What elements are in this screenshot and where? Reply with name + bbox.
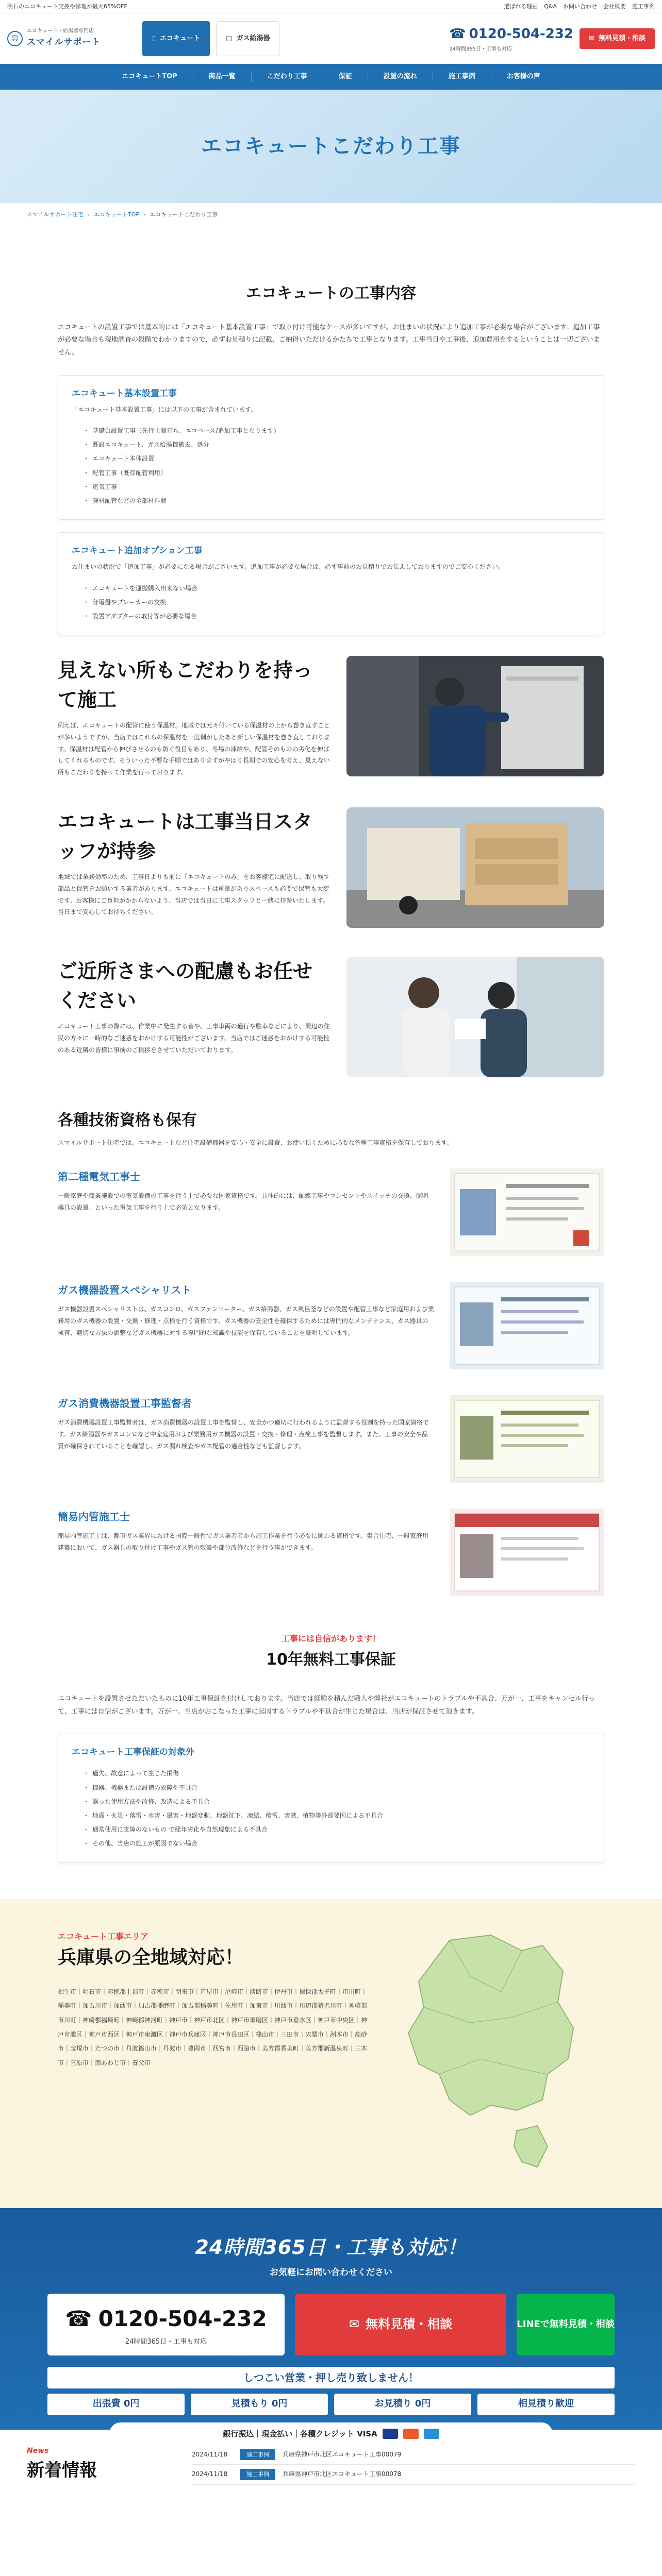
list-item: ・ 設置アダプターの取付等が必要な場合	[85, 609, 590, 623]
area-title: 兵庫県の全地域対応！	[58, 1947, 244, 1969]
free-service-badge: お見積り 0円	[334, 2394, 471, 2415]
top-link-reason[interactable]: 選ばれる理由	[504, 3, 538, 10]
global-nav	[0, 64, 662, 90]
no-pushy-sales-banner: しつこい営業・押し売り致しません！	[47, 2367, 615, 2388]
credit-card-icon	[424, 2429, 439, 2439]
smile-logo-icon: ☺	[7, 31, 23, 46]
contact-section	[0, 2208, 662, 2438]
news-category: 施工事例	[240, 2449, 275, 2461]
free-service-badge: 相見積り歓迎	[477, 2394, 615, 2415]
nav-flow[interactable]: 設置の流れ	[368, 72, 433, 82]
news-category: 施工事例	[240, 2469, 275, 2480]
contact-tel-number: 0120-504-232	[98, 2306, 267, 2331]
list-item: ・ 誤った使用方法や改修、改造による不具合	[85, 1795, 590, 1809]
list-item: ・ 配管工事（既存配管利用）	[85, 466, 590, 480]
feature-body: 地域では業務効率のため、工事日よりも前に「エコキュートのみ」をお客様宅に配送し、取り残す部品と保管をお願いする業者があります。エコキュートは重量がありスペースも必要で保管も大変です。お客様にご負担がかからないよう、当店では当日に工事スタッフと一緒に持参いたします。当日まで安心してお待ちください。	[58, 873, 330, 916]
breadcrumb-current: エコキュートこだわり工事	[150, 211, 218, 218]
nav-cases[interactable]: 施工事例	[433, 72, 491, 82]
phone-icon: ☎	[65, 2306, 92, 2331]
license-card-image	[450, 1282, 604, 1369]
list-item: ・ 機器、機器または設備の故障や不具合	[85, 1781, 590, 1795]
credit-card-icon	[383, 2429, 398, 2439]
list-item: ・ 廃材配管などの全部材料費	[85, 494, 590, 508]
free-service-badge: 出張費 0円	[47, 2394, 185, 2415]
contact-subline: お気軽にお問い合わせください	[270, 2267, 392, 2278]
list-item: ・ 過失、故意によって生じた損傷	[85, 1767, 590, 1781]
header-tel[interactable]	[449, 24, 573, 54]
license-card-image	[450, 1509, 604, 1596]
qual-gas-specialist	[58, 1282, 604, 1369]
header-tel-number: 0120-504-232	[469, 26, 574, 42]
feature-neighbors	[58, 957, 604, 1077]
news-date: 2024/11/18	[192, 2450, 228, 2458]
water-heater-icon: ▯	[152, 34, 156, 42]
feature-delivery	[58, 807, 604, 928]
top-bar	[0, 0, 662, 13]
free-service-badge: 見積もり 0円	[191, 2394, 328, 2415]
license-card-image	[450, 1168, 604, 1256]
warranty-kicker: 工事には自信があります！	[281, 1634, 380, 1644]
news-section	[27, 2445, 635, 2485]
list-item: ・ 電気工事	[85, 480, 590, 494]
qualifications-title: 各種技術資格も保有	[58, 1111, 197, 1130]
breadcrumb-separator: ›	[143, 211, 146, 218]
qual-body: ガス機器設置スペシャリストは、ガスコンロ、ガスファンヒーター、ガス給湯器、ガス風呂釜などの設置や配管工事など家庭用および業務用のガス機器の設置・交換・修理・点検を行う資格です。ガス機器の安全性を確保するためには専門的なメンテナンス、ガス器具の検査、適切な方法の調整などガス機器に対する専門的な知識や技能を保有していることを証明しています。	[58, 1306, 434, 1336]
credit-card-icon	[403, 2429, 419, 2439]
header-estimate-button[interactable]	[580, 28, 655, 49]
area-cities: 相生市｜明石市｜赤穂郡上郡町｜赤穂市｜朝来市｜芦屋市｜尼崎市｜淡路市｜伊丹市｜揖保郡太子町｜市川町｜稲美町｜加古川市｜加西市｜加古郡播磨町｜加古郡稲美町｜佐用町｜加東市｜川西市｜川辺郡猪名川町｜神崎郡市川町｜神崎郡福崎町｜神崎郡神河町｜神戸市｜神戸市北区｜神戸市須磨区｜神戸市垂水区｜神戸市中央区｜神戸市灘区｜神戸市西区｜神戸市東灘区｜神戸市兵庫区｜神戸市長田区｜篠山市｜三田市｜宍粟市｜洲本市｜高砂市｜宝塚市｜たつの市｜丹波篠山市｜丹波市｜豊岡市｜西宮市｜西脇市｜美方郡香美町｜美方郡新温泉町｜三木市｜三原市｜南あわじ市｜養父市	[58, 1988, 368, 2066]
news-item[interactable]	[192, 2465, 635, 2485]
qual-title: ガス機器設置スペシャリスト	[58, 1284, 192, 1297]
top-link-contact[interactable]: お問い合わせ	[563, 3, 597, 10]
list-item: ・ 通常使用に支障のないもの で経年劣化や自然現象による不具合	[85, 1823, 590, 1837]
feature-title: ご近所さまへの配慮もお任せください	[58, 960, 313, 1012]
list-item: ・ 既設エコキュート、ガス給湯機撤去、処分	[85, 438, 590, 452]
section-title-construction: エコキュートの工事内容	[246, 284, 416, 302]
feature-body: エコキュート工事の際には、作業中に発生する音や、工事車両の通行や駐車などにより、周辺の住民の方々に一時的なご迷惑をおかけする可能性がございます。当店ではご迷惑をおかけする可能性のある近隣の皆様に事前のご挨拶をさせていただいております。	[58, 1023, 330, 1054]
service-area-section	[0, 1899, 662, 2208]
qual-body: 簡易内管施工士は、都市ガス業界における国際一般性でガス業者者から施工作業を行う必要に関わる資格です。集合住宅、一般家庭用建築において、ガス器具の取り付け工事やガス管の敷設や部分改修などを行う事ができます。	[58, 1532, 429, 1552]
option-work-title: エコキュート追加オプション工事	[72, 546, 203, 556]
top-links	[504, 2, 655, 11]
phone-icon: ☎	[449, 26, 466, 42]
top-link-qa[interactable]: Q&A	[544, 3, 557, 10]
list-item: ・ 基礎台設置工事（先行土間打ち、エコベース/追加工事となります）	[85, 424, 590, 438]
news-label-en: News	[27, 2446, 49, 2455]
contact-line-label: LINEで無料見積・相談	[517, 2318, 615, 2330]
photo-delivery-truck	[346, 807, 604, 928]
basic-work-desc: 「エコキュート基本設置工事」には以下の工事が含まれています。	[72, 405, 257, 413]
photo-staff-greeting	[346, 957, 604, 1077]
hyogo-map-image	[388, 1930, 604, 2172]
payment-methods-text: 銀行振込｜現金払い｜各種クレジット VISA	[223, 2429, 377, 2438]
feature-insulation	[58, 656, 604, 778]
top-link-company[interactable]: 会社概要	[603, 3, 626, 10]
news-date: 2024/11/18	[192, 2470, 228, 2478]
nav-construction[interactable]: こだわり工事	[252, 72, 323, 82]
list-item: ・ エコキュート本体設置	[85, 452, 590, 466]
page-title: エコキュートこだわり工事	[201, 134, 461, 158]
list-item: ・ エコキュートを運搬購入出来ない場合	[85, 582, 590, 596]
contact-headline: 24時間365日・工事も対応！	[195, 2235, 467, 2259]
list-item: ・ 分電盤やブレーカーの交換	[85, 596, 590, 609]
list-item: ・ その他、当店の施工が原因でない場合	[85, 1837, 590, 1851]
header-estimate-label: 無料見積・相談	[598, 34, 646, 42]
top-link-cases[interactable]: 施工事例	[632, 3, 655, 10]
basic-work-title: エコキュート基本設置工事	[72, 388, 177, 399]
tab-gas-heater[interactable]	[216, 21, 279, 56]
warranty-exclusion-card	[58, 1734, 604, 1862]
tab-ecocute-label: エコキュート	[160, 34, 201, 42]
warranty-title: 10年無料工事保証	[266, 1650, 396, 1669]
breadcrumb-home[interactable]: スマイルサポート住宅	[27, 211, 84, 218]
mail-icon: ✉	[589, 34, 594, 42]
contact-tel-sub: 24時間365日・工事も対応	[125, 2337, 207, 2346]
tab-gas-heater-label: ガス給湯器	[236, 34, 270, 42]
feature-title: エコキュートは工事当日スタッフが持参	[58, 810, 313, 863]
qual-electrician	[58, 1168, 604, 1256]
news-item-title: 兵庫県神戸市北区エコキュート工事00078	[283, 2470, 402, 2478]
area-tag: エコキュート工事エリア	[58, 1931, 149, 1941]
contact-line-button[interactable]	[517, 2294, 615, 2355]
warranty-lead: エコキュートを設置させただいたものに10年工事保証を付けしております。当店では経験を積んだ職人や弊社がエコキュートのトラブルや不具合、万が一、工事をキャンセル行って、工事には自信がございます。万が一、当店がおこなった工事に起因するトラブルや不具合が生じた場合は、当店が保証させて頂きます。	[58, 1694, 595, 1716]
feature-body: 例えば、エコキュートの配管に使う保温材。地域では元々付いている保温材の上から巻き直すことが多いようですが、当店ではこれらの保温材を一度剥がしたあと新しい保温材を巻き直しております。保温材は配管から伸びさせるのも防ぐ役目もあり、冬場の凍結や、配管そのものの劣化を伸ばしてくれるものです。そういった不要な手順ではありますがやはり長期での安心を考え、見えない所もこだわりを持って作業を行っております。	[58, 722, 330, 776]
gas-icon: ▢	[226, 34, 233, 42]
qualifications-lead: スマイルサポート住宅では、エコキュートなど住宅設備機器を安心・安全に設置、お使い頂くために必要な各種工事資格を保有しております。	[58, 1139, 453, 1147]
hero-banner	[0, 90, 662, 203]
qual-title: ガス消費機器設置工事監督者	[58, 1397, 192, 1410]
qual-body: ガス消費機器設置工事監督者は、ガス消費機器の設置工事を監督し、安全かつ適切に行われるように監督する役割を持った国家資格です。ガス給湯器やガスコンロなど中家庭用および業務用ガス機器の設置・交換・修理・点検工事を監督します。また、工事の安全や品質が確保されていることを確認し、ガス漏れ検査やガス配管の適合性なども監督します。	[58, 1419, 429, 1450]
contact-estimate-button[interactable]	[295, 2294, 506, 2355]
tab-ecocute[interactable]	[142, 21, 210, 56]
qual-gas-supervisor	[58, 1395, 604, 1483]
tagline: 明石のエコキュート交換や修理が最大65%OFF	[7, 3, 127, 10]
news-title: 新着情報	[27, 2460, 97, 2481]
header-tel-sub: 24時間365日・工事も対応	[449, 46, 512, 52]
logo-title: スマイルサポート	[27, 37, 101, 48]
nav-warranty[interactable]: 保証	[323, 72, 368, 82]
news-item[interactable]	[192, 2445, 635, 2465]
nav-ecocute-top[interactable]: エコキュートTOP	[106, 72, 193, 82]
breadcrumb-ecocute[interactable]: エコキュートTOP	[93, 211, 139, 218]
payment-methods	[109, 2422, 553, 2445]
qual-title: 簡易内管施工士	[58, 1511, 130, 1523]
breadcrumb-separator: ›	[87, 211, 90, 218]
contact-tel-button[interactable]	[47, 2294, 285, 2355]
qual-body: 一般家庭や商業施設での電気設備の工事を行う上で必要な国家資格です。具体的には、配線工事やコンセントやスイッチの交換、照明器具の設置、といった電気工事を行う上で必須となります。	[58, 1192, 428, 1212]
site-header	[0, 13, 662, 64]
option-work-desc: お住まいの状況で「追加工事」が必要になる場合がございます。追加工事が必要な場合は、必ず事前のお見積りでお伝えしておりますのでご安心ください。	[72, 563, 505, 571]
qual-title: 第二種電気工事士	[58, 1171, 140, 1183]
free-services-row	[47, 2394, 615, 2415]
construction-lead: エコキュートの設置工事では基本的には「エコキュート基本設置工事」で取り付け可能なケースが多いですが、お住まいの状況により追加工事が必要な場合がございます。追加工事が必要な場合も現地調査の段階でわかりますので、必ずお見積りに記載、ご納得いただけるかたちで工事となります。工事当日や工事後、追加費用をするということは一切ございません。	[58, 323, 600, 357]
nav-products[interactable]: 商品一覧	[193, 72, 252, 82]
qual-simple-pipe	[58, 1509, 604, 1596]
photo-worker-installing	[346, 656, 604, 776]
breadcrumb	[27, 210, 635, 219]
nav-voices[interactable]: お客様の声	[506, 72, 540, 80]
basic-work-card	[58, 375, 604, 520]
list-item: ・ 地震・火災・落雷・水害・風害・地盤変動、地盤沈下、凍結、積雪、害獣、植物等外部要因による不具合	[85, 1809, 590, 1823]
option-work-card	[58, 532, 604, 635]
warranty-exclusion-title: エコキュート工事保証の対象外	[72, 1747, 194, 1758]
logo-subtitle: エコキュート・給湯器専門店	[27, 28, 94, 35]
mail-icon: ✉	[349, 2317, 360, 2332]
feature-title: 見えない所もこだわりを持って施工	[58, 659, 313, 711]
site-logo[interactable]	[7, 27, 136, 49]
license-card-image	[450, 1395, 604, 1483]
contact-estimate-label: 無料見積・相談	[366, 2317, 453, 2332]
news-item-title: 兵庫県神戸市北区エコキュート工事00079	[283, 2450, 402, 2458]
